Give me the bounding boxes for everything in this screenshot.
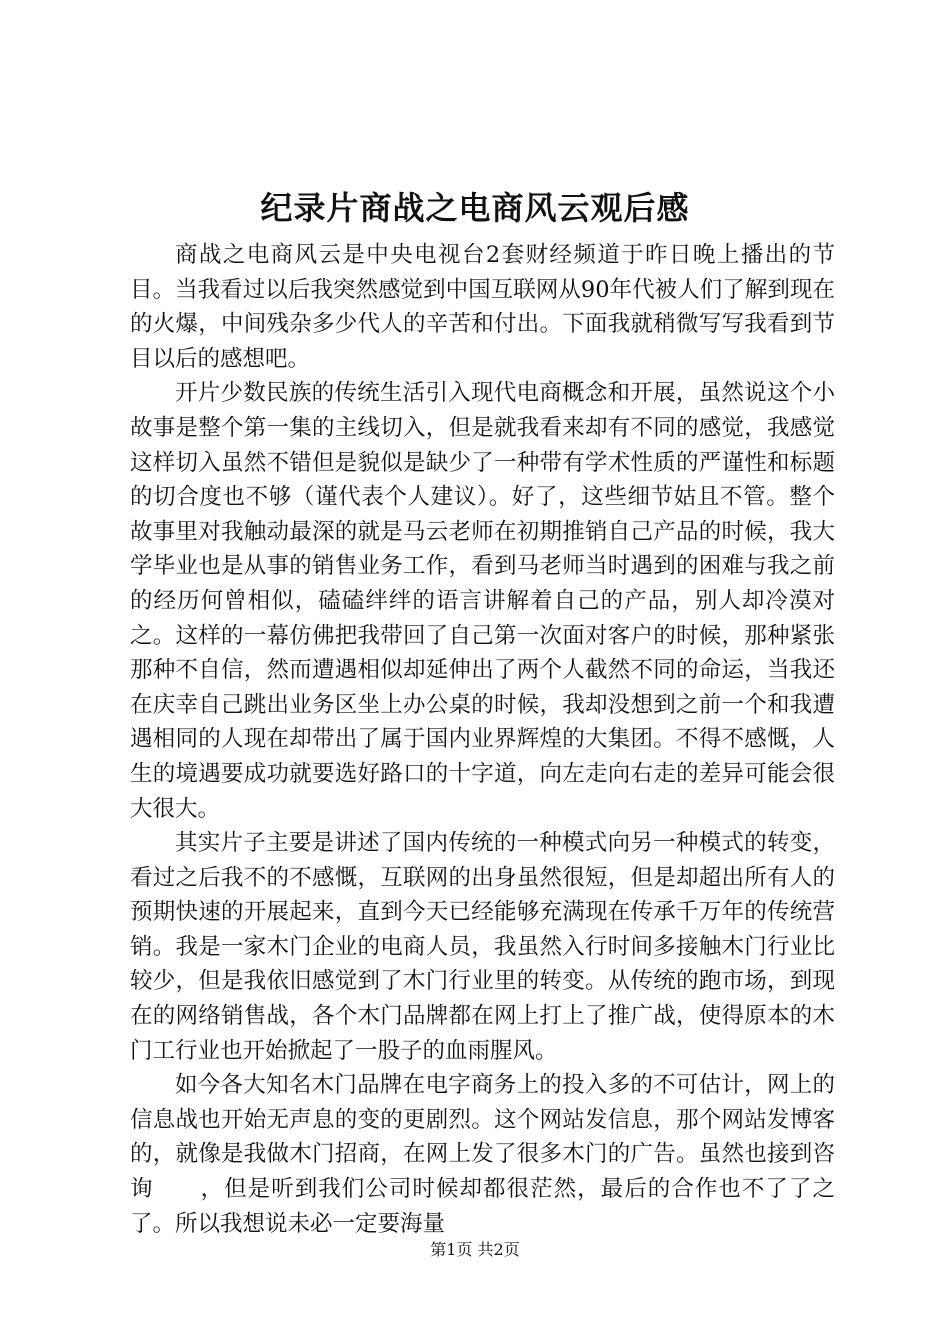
paragraph: 开片少数民族的传统生活引入现代电商概念和开展，虽然说这个小故事是整个第一集的主线切入，但是就我看来却有不同的感觉，我感觉这样切入虽然不错但是貌似是缺少了一种带有学术性质的严谨性和标题的切合度也不够（谨代表个人建议）。好了，这些细节姑且不管。整个故事里对我触动最深的就是马云老师在初期推销自己产品的时候，我大学毕业也是从事的销售业务工作，看到马老师当时遇到的困难与我之前的经历何曾相似，磕磕绊绊的语言讲解着自己的产品，别人却冷漠对之。这样的一幕仿佛把我带回了自己第一次面对客户的时候，那种紧张那种不自信，然而遭遇相似却延伸出了两个人截然不同的命运，当我还在庆幸自己跳出业务区坐上办公桌的时候，我却没想到之前一个和我遭遇相同的人现在却带出了属于国内业界辉煌的大集团。不得不感慨，人生的境遇要成功就要选好路口的十字道，向左走向右走的差异可能会很大很大。 [130,380,835,822]
page-number-footer: 第1页 共2页 [430,1240,520,1259]
paragraph: 如今各大知名木门品牌在电字商务上的投入多的不可估计，网上的信息战也开始无声息的变的更剧烈。这个网站发信息，那个网站发博客的，就像是我做木门招商，在网上发了很多木门的广告。虽然也接到咨询 ，但是听到我们公司时候却都很茫然，最后的合作也不了了之了。所以我想说未必一定要海量 [130,1072,835,1237]
document-title: 纪录片商战之电商风云观后感 [260,189,690,227]
document-body [130,238,835,1241]
paragraph: 其实片子主要是讲述了国内传统的一种模式向另一种模式的转变，看过之后我不的不感慨，互联网的出身虽然很短，但是却超出所有人的预期快速的开展起来，直到今天已经能够充满现在传承千万年的传统营销。我是一家木门企业的电商人员，我虽然入行时间多接触木门行业比较少，但是我依旧感觉到了木门行业里的转变。从传统的跑市场，到现在的网络销售战，各个木门品牌都在网上打上了推广战，使得原本的木门工行业也开始掀起了一股子的血雨腥风。 [130,830,835,1064]
paragraph: 商战之电商风云是中央电视台2套财经频道于昨日晚上播出的节目。当我看过以后我突然感觉到中国互联网从90年代被人们了解到现在的火爆，中间残杂多少代人的辛苦和付出。下面我就稍微写写我看到节目以后的感想吧。 [130,242,835,372]
